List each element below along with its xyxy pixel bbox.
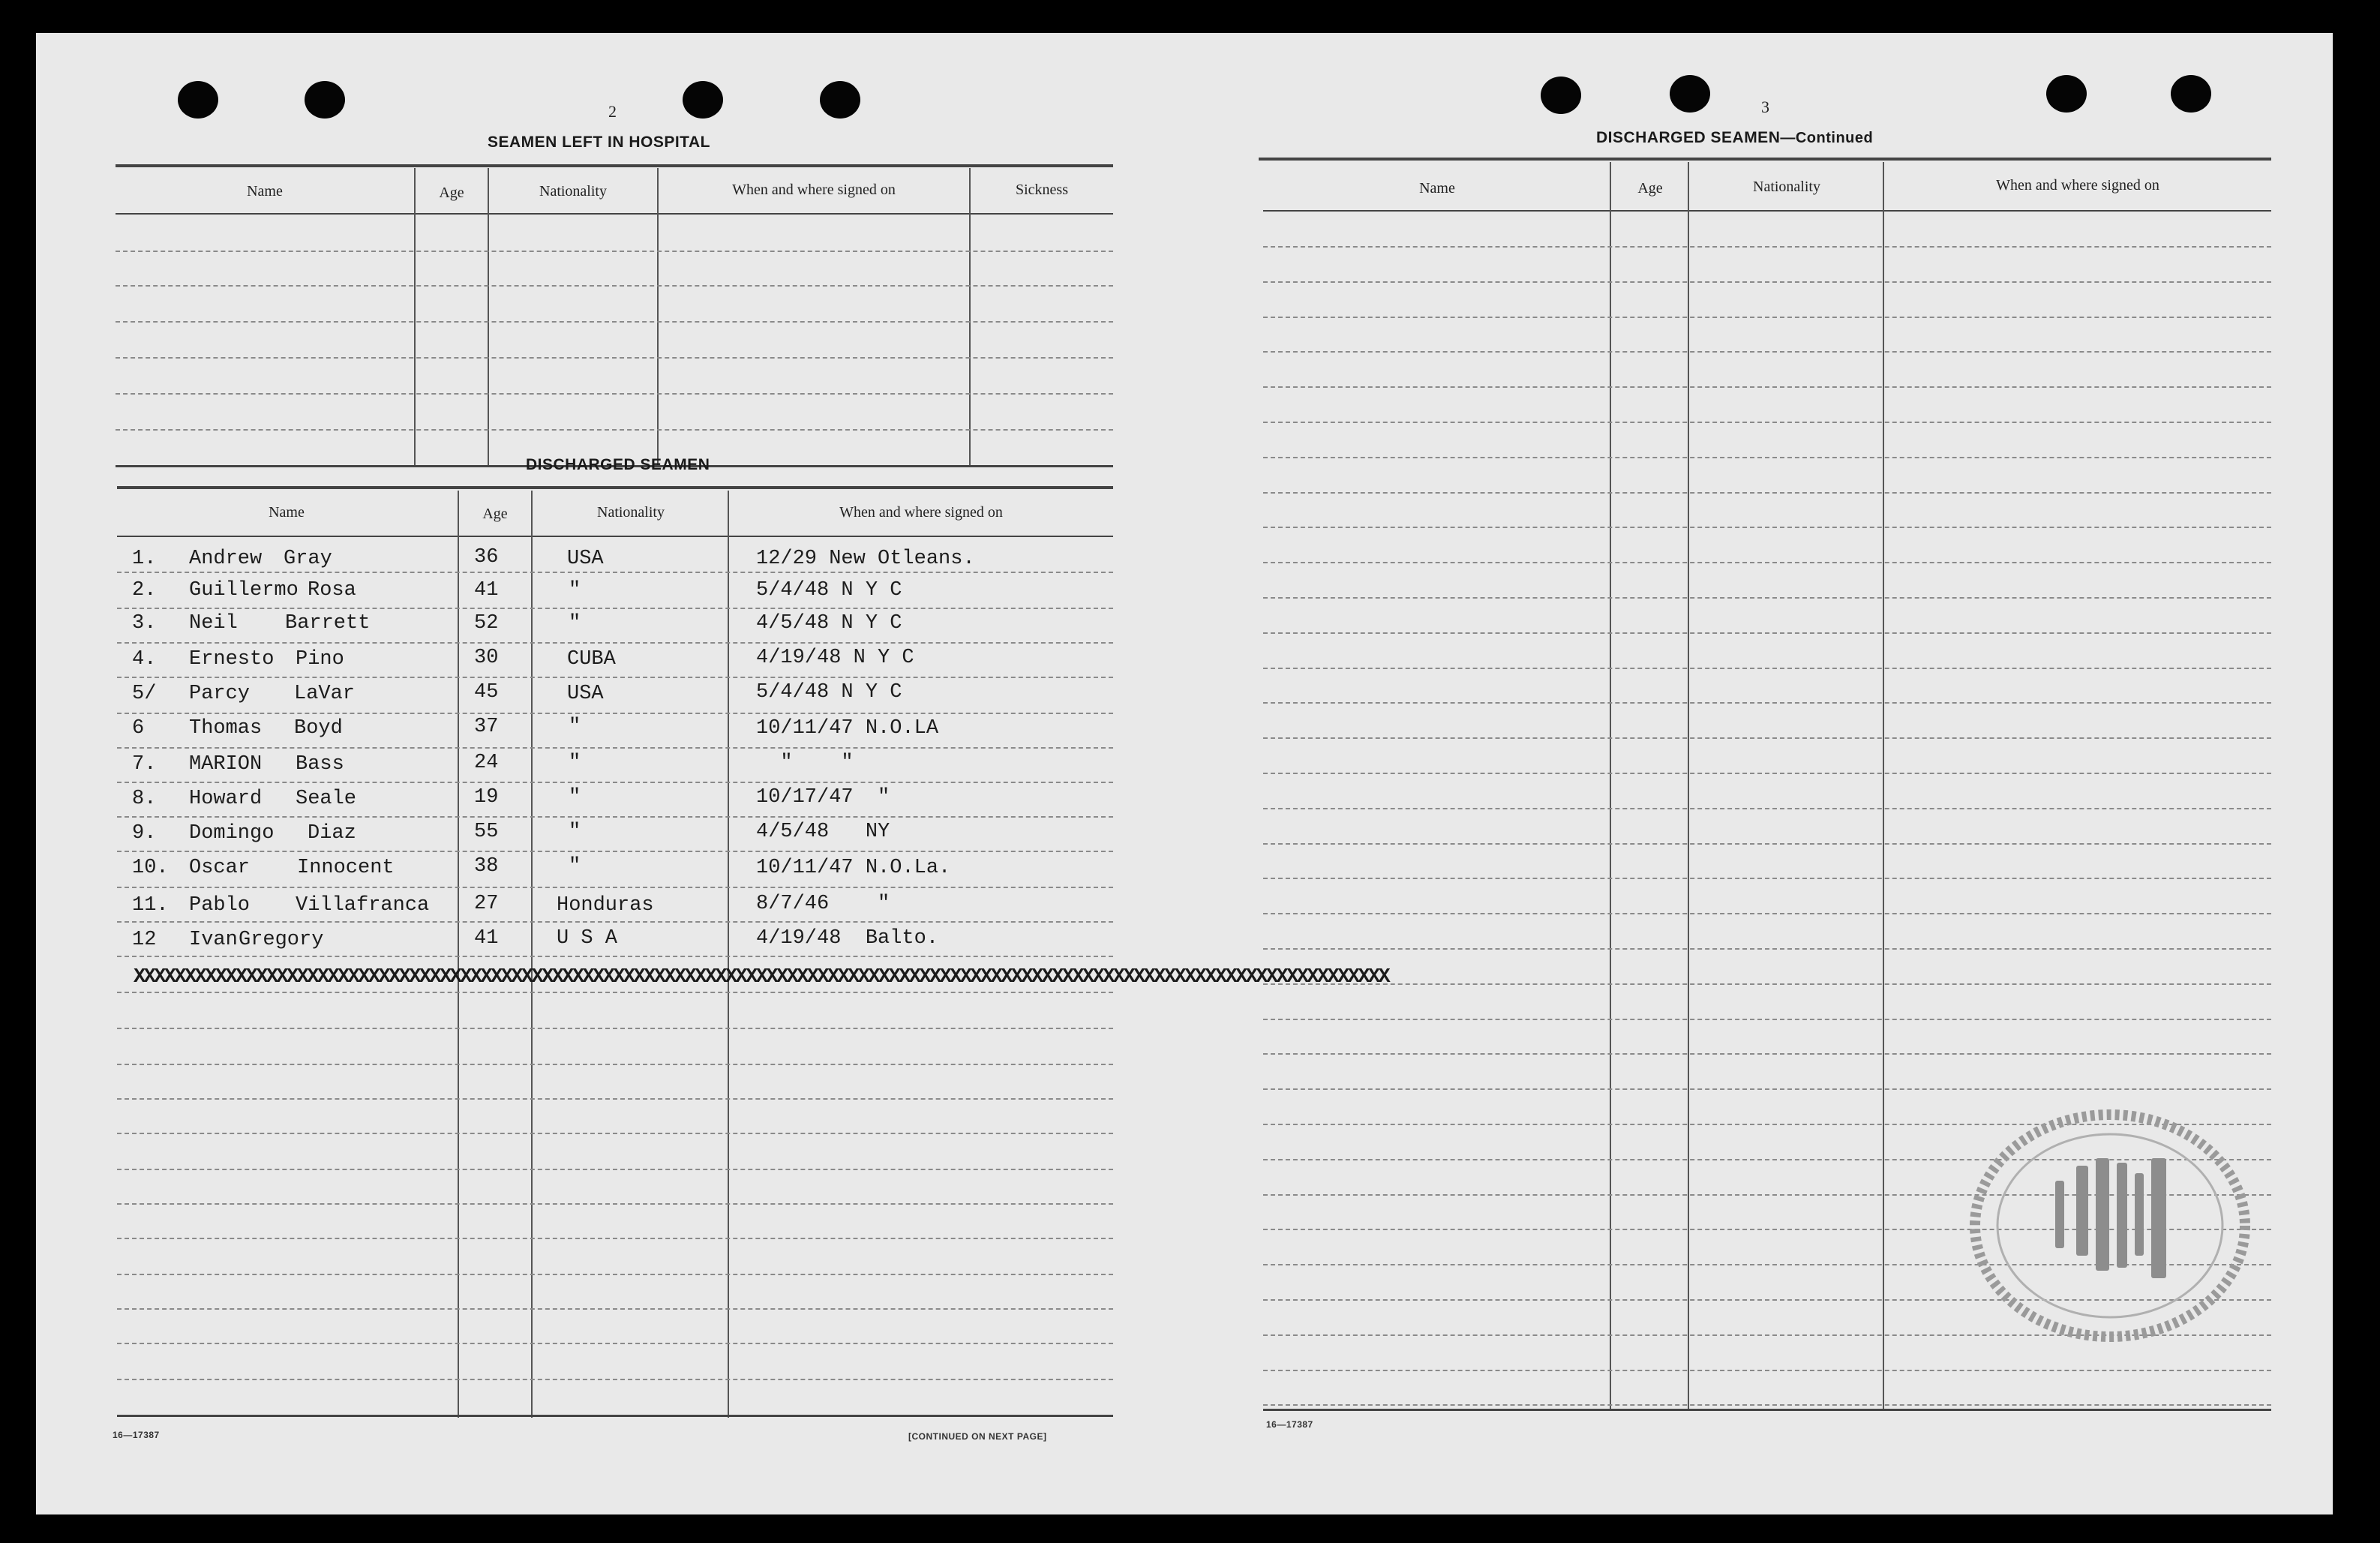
discharged-row-line (117, 1274, 1113, 1275)
discharged-row-line (117, 782, 1113, 783)
right-row-line (1263, 386, 2271, 388)
seaman-age: 37 (474, 716, 499, 738)
row-number: 10. (132, 857, 169, 879)
right-row-line (1263, 281, 2271, 283)
right-form-number: 16—17387 (1266, 1419, 1313, 1430)
seaman-signed-on: 5/4/48 N Y C (756, 579, 902, 602)
discharged-row-line (117, 1064, 1113, 1065)
hospital-vline (657, 168, 659, 467)
right-row-line (1263, 948, 2271, 950)
right-row-line (1263, 492, 2271, 494)
discharged-vline (728, 491, 729, 1418)
right-row-line (1263, 773, 2271, 774)
seaman-first-name: Pablo (189, 894, 251, 917)
punch-hole (2046, 75, 2087, 113)
right-bottom-rule (1263, 1409, 2271, 1411)
seaman-nationality: " (569, 786, 581, 809)
hospital-top-rule (116, 164, 1113, 167)
discharged-row-line (117, 677, 1113, 678)
seaman-first-name: Howard (189, 788, 263, 810)
right-row-line (1263, 1088, 2271, 1090)
seaman-signed-on: 4/19/48 Balto. (756, 927, 939, 950)
seaman-age: 24 (474, 752, 499, 774)
right-col-signed-on: When and where signed on (1996, 177, 2159, 194)
seaman-signed-on: 10/17/47 " (756, 786, 890, 809)
hospital-col-age: Age (439, 185, 464, 201)
right-vline (1610, 162, 1611, 1410)
seaman-age: 41 (474, 579, 499, 602)
discharged-row-line (117, 956, 1113, 957)
seaman-nationality: " (569, 716, 581, 738)
row-number: 9. (132, 822, 157, 845)
hospital-vline (414, 168, 416, 467)
discharged-col-name: Name (269, 504, 305, 521)
right-row-line (1263, 1053, 2271, 1055)
right-row-line (1263, 702, 2271, 704)
hospital-row-line (116, 251, 1113, 252)
right-row-line (1263, 668, 2271, 669)
punch-hole (178, 81, 218, 119)
discharged-vline (531, 491, 533, 1418)
row-number: 2. (132, 579, 157, 602)
hospital-row-line (116, 429, 1113, 431)
right-row-line (1263, 878, 2271, 879)
seaman-last-name: Innocent (297, 857, 395, 879)
discharged-row-line (117, 642, 1113, 644)
discharged-row-line (117, 1028, 1113, 1029)
punch-hole (1541, 77, 1581, 114)
right-row-line (1263, 1019, 2271, 1020)
seaman-first-name: Domingo (189, 822, 275, 845)
hospital-header-rule (116, 213, 1113, 215)
seaman-first-name: Ivan (189, 929, 238, 951)
discharged-col-age: Age (482, 506, 508, 522)
seaman-signed-on: 8/7/46 " (756, 893, 890, 915)
seaman-age: 38 (474, 855, 499, 878)
right-row-line (1263, 1370, 2271, 1371)
discharged-row-line (117, 887, 1113, 888)
discharged-col-signed-on: When and where signed on (839, 504, 1003, 521)
seaman-age: 19 (474, 786, 499, 809)
discharged-section-title: DISCHARGED SEAMEN (526, 456, 710, 473)
discharged-row-line (117, 713, 1113, 714)
row-number: 3. (132, 612, 157, 635)
seaman-nationality: USA (567, 548, 604, 570)
right-row-line (1263, 351, 2271, 353)
right-row-line (1263, 983, 2271, 985)
right-row-line (1263, 597, 2271, 599)
seaman-signed-on: " " (756, 752, 854, 774)
punch-hole (1670, 75, 1710, 113)
hospital-section-title: SEAMEN LEFT IN HOSPITAL (488, 134, 710, 151)
row-number: 8. (132, 788, 157, 810)
seaman-nationality: Honduras (557, 894, 654, 917)
seaman-last-name: Bass (296, 753, 344, 776)
right-row-line (1263, 422, 2271, 423)
right-page-number: 3 (1761, 98, 1769, 116)
seaman-age: 52 (474, 612, 499, 635)
seaman-last-name: Pino (296, 648, 344, 671)
seaman-nationality: " (569, 855, 581, 878)
right-row-line (1263, 913, 2271, 914)
right-row-line (1263, 527, 2271, 528)
seaman-nationality: " (569, 821, 581, 843)
seaman-age: 30 (474, 647, 499, 669)
discharged-top-rule (117, 486, 1113, 489)
seaman-last-name: Boyd (294, 717, 343, 740)
hospital-col-sickness: Sickness (1016, 182, 1068, 198)
right-title-continued: —Continued (1780, 130, 1874, 146)
discharged-row-line (117, 572, 1113, 573)
row-number: 12 (132, 929, 157, 951)
seaman-last-name: Villafranca (296, 894, 430, 917)
right-title-main: DISCHARGED SEAMEN (1596, 129, 1781, 146)
seaman-last-name: LaVar (294, 683, 356, 705)
discharged-row-line (117, 1379, 1113, 1380)
discharged-row-line (117, 816, 1113, 818)
row-number: 1. (132, 548, 157, 570)
row-number: 6 (132, 717, 145, 740)
seaman-nationality: U S A (557, 927, 618, 950)
seaman-first-name: Andrew (189, 548, 263, 570)
seaman-signed-on: 10/11/47 N.O.La. (756, 857, 951, 879)
right-row-line (1263, 843, 2271, 845)
right-row-line (1263, 808, 2271, 809)
hospital-row-line (116, 321, 1113, 323)
punch-hole (820, 81, 860, 119)
seaman-first-name: MARION (189, 753, 263, 776)
right-col-name: Name (1419, 180, 1455, 197)
seaman-age: 41 (474, 927, 499, 950)
right-header-rule (1263, 210, 2271, 212)
seaman-last-name: Rosa (308, 579, 356, 602)
seaman-last-name: Gray (284, 548, 332, 570)
discharged-row-line (117, 747, 1113, 749)
date-stamp (1964, 1106, 2256, 1346)
discharged-row-line (117, 1133, 1113, 1134)
hospital-row-line (116, 285, 1113, 287)
right-vline (1688, 162, 1689, 1410)
seaman-signed-on: 10/11/47 N.O.LA (756, 717, 939, 740)
left-page-number: 2 (608, 102, 617, 121)
hospital-col-nationality: Nationality (539, 183, 607, 200)
seaman-signed-on: 4/5/48 N Y C (756, 612, 902, 635)
document-sheet (36, 33, 2333, 1514)
discharged-bottom-rule (117, 1415, 1113, 1417)
seaman-nationality: " (569, 752, 581, 774)
seaman-first-name: Parcy (189, 683, 251, 705)
seaman-first-name: Ernesto (189, 648, 275, 671)
hospital-col-name: Name (247, 183, 283, 200)
seaman-nationality: " (569, 579, 581, 602)
discharged-row-line (117, 992, 1113, 993)
seaman-nationality: " (569, 612, 581, 635)
discharged-row-line (117, 851, 1113, 852)
seaman-first-name: Oscar (189, 857, 251, 879)
right-row-line (1263, 1404, 2271, 1406)
seaman-first-name: Guillermo (189, 579, 299, 602)
row-number: 5/ (132, 683, 157, 705)
hospital-col-signed-on: When and where signed on (732, 182, 896, 198)
row-number: 11. (132, 894, 169, 917)
right-vline (1883, 162, 1884, 1410)
right-row-line (1263, 632, 2271, 634)
right-row-line (1263, 457, 2271, 458)
seaman-nationality: USA (567, 683, 604, 705)
discharged-header-rule (117, 536, 1113, 537)
discharged-row-line (117, 921, 1113, 923)
right-col-age: Age (1637, 180, 1663, 197)
discharged-row-line (117, 1098, 1113, 1100)
seaman-first-name: Neil (189, 612, 238, 635)
right-row-line (1263, 317, 2271, 318)
row-number: 7. (132, 753, 157, 776)
left-form-number: 16—17387 (113, 1430, 160, 1440)
row-number: 4. (132, 648, 157, 671)
right-row-line (1263, 246, 2271, 248)
struck-out-entry: XXXXXXXXXXXXXXXXXXXXXXXXXXXXXXXXXXXXXXXXXXXXXXXXXXXXXXXXXXXXXXXXXXXXXXXXXXXXXXXXXXXXXXXXXXXXXXXXXXXXXXXXXXXXXXXXXXXXXXXXXXX (134, 966, 1389, 989)
hospital-row-line (116, 393, 1113, 395)
hospital-row-line (116, 357, 1113, 359)
right-row-line (1263, 562, 2271, 563)
discharged-row-line (117, 608, 1113, 609)
right-row-line (1263, 737, 2271, 739)
seaman-last-name: Barrett (285, 612, 371, 635)
right-section-title (1596, 129, 1873, 147)
discharged-col-nationality: Nationality (597, 504, 665, 521)
continued-note: [CONTINUED ON NEXT PAGE] (908, 1431, 1047, 1442)
seaman-last-name: Seale (296, 788, 357, 810)
punch-hole (305, 81, 345, 119)
discharged-row-line (117, 1203, 1113, 1205)
seaman-nationality: CUBA (567, 648, 616, 671)
seaman-signed-on: 4/5/48 NY (756, 821, 890, 843)
seaman-signed-on: 4/19/48 N Y C (756, 647, 914, 669)
seaman-age: 45 (474, 681, 499, 704)
discharged-row-line (117, 1238, 1113, 1239)
seaman-last-name: Gregory (239, 929, 324, 951)
discharged-row-line (117, 1308, 1113, 1310)
hospital-vline (969, 168, 971, 467)
discharged-row-line (117, 1343, 1113, 1344)
punch-hole (2171, 75, 2211, 113)
seaman-age: 36 (474, 546, 499, 569)
seaman-signed-on: 5/4/48 N Y C (756, 681, 902, 704)
seaman-last-name: Diaz (308, 822, 356, 845)
punch-hole (683, 81, 723, 119)
seaman-age: 27 (474, 893, 499, 915)
seaman-signed-on: 12/29 New Otleans. (756, 548, 975, 570)
hospital-vline (488, 168, 489, 467)
right-top-rule (1259, 158, 2271, 161)
seaman-age: 55 (474, 821, 499, 843)
seaman-first-name: Thomas (189, 717, 263, 740)
discharged-vline (458, 491, 459, 1418)
right-col-nationality: Nationality (1753, 179, 1820, 195)
discharged-row-line (117, 1169, 1113, 1170)
